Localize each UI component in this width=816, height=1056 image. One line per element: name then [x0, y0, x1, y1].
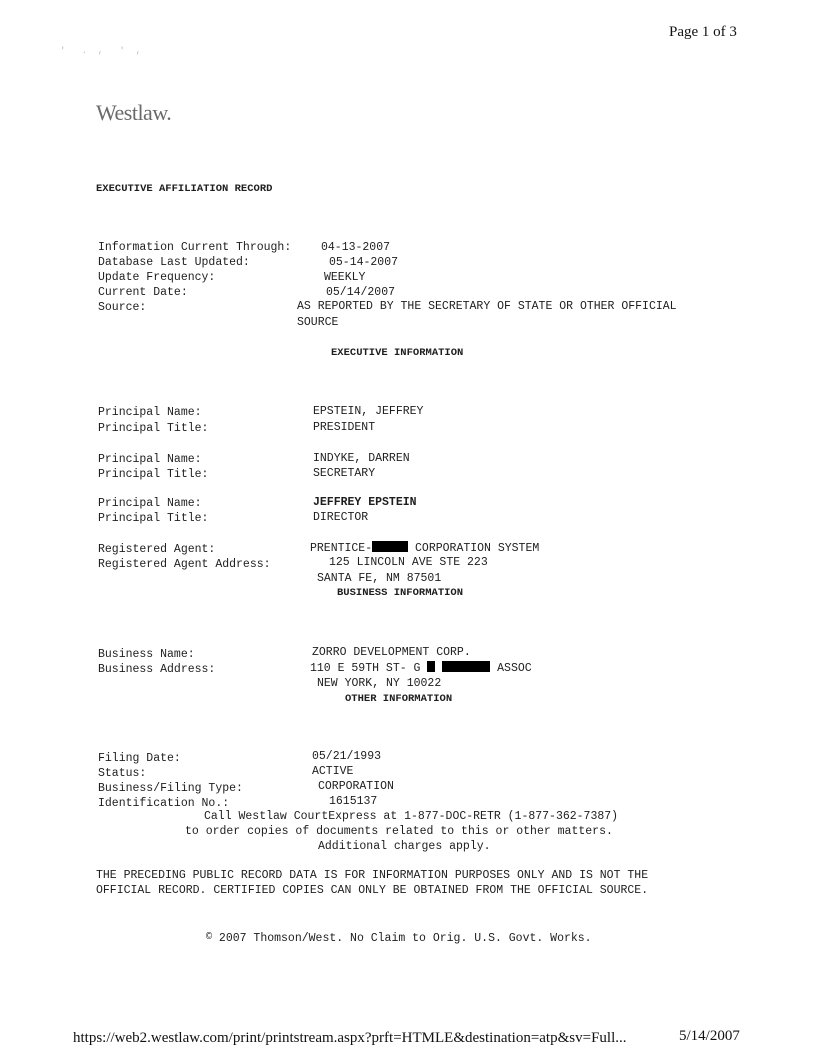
filing-type-value: CORPORATION — [318, 780, 394, 793]
courtexpress-notice-line1: Call Westlaw CourtExpress at 1-877-DOC-RETR (1-877-362-7387) — [204, 810, 619, 823]
registered-agent-suffix: CORPORATION SYSTEM — [415, 542, 540, 555]
source-label: Source: — [98, 301, 147, 314]
principal-name: EPSTEIN, JEFFREY — [313, 405, 424, 418]
registered-agent-value — [310, 541, 539, 556]
principal-name-label: Principal Name: — [98, 497, 202, 510]
disclaimer-line1: THE PRECEDING PUBLIC RECORD DATA IS FOR INFORMATION PURPOSES ONLY AND IS NOT THE — [96, 869, 649, 882]
registered-agent-prefix: PRENTICE- — [310, 542, 373, 555]
filing-date-value: 05/21/1993 — [312, 750, 382, 763]
agent-address-line2: SANTA FE, NM 87501 — [317, 572, 442, 585]
source-value-line1: AS REPORTED BY THE SECRETARY OF STATE OR OTHER OFFICIAL — [297, 300, 677, 313]
footer-date: 5/14/2007 — [679, 1028, 740, 1044]
frequency-value: WEEKLY — [324, 271, 366, 284]
source-value-line2: SOURCE — [297, 316, 339, 329]
redaction-block — [427, 661, 435, 672]
business-address-line1 — [310, 661, 532, 676]
status-value: ACTIVE — [312, 765, 354, 778]
identification-label: Identification No.: — [98, 797, 230, 810]
copyright-notice — [206, 931, 592, 946]
executive-heading: EXECUTIVE INFORMATION — [331, 347, 464, 359]
principal-title-label: Principal Title: — [98, 512, 209, 525]
courtexpress-notice-line2: to order copies of documents related to this or other matters. — [185, 825, 613, 838]
info-current-label: Information Current Through: — [98, 241, 292, 254]
business-name: ZORRO DEVELOPMENT CORP. — [312, 646, 471, 659]
business-name-label: Business Name: — [98, 648, 195, 661]
principal-name-label: Principal Name: — [98, 453, 202, 466]
current-date-label: Current Date: — [98, 286, 188, 299]
status-label: Status: — [98, 767, 147, 780]
principal-title: PRESIDENT — [313, 421, 376, 434]
info-current-value: 04-13-2007 — [321, 241, 391, 254]
current-date-value: 05/14/2007 — [326, 286, 396, 299]
filing-type-label: Business/Filing Type: — [98, 782, 243, 795]
other-heading: OTHER INFORMATION — [345, 693, 453, 705]
copyright-text: 2007 Thomson/West. No Claim to Orig. U.S. Govt. Works. — [218, 932, 592, 945]
principal-title: SECRETARY — [313, 467, 376, 480]
principal-name-label: Principal Name: — [98, 406, 202, 419]
business-heading: BUSINESS INFORMATION — [337, 587, 464, 599]
redaction-block — [372, 541, 408, 552]
frequency-label: Update Frequency: — [98, 271, 216, 284]
principal-name: INDYKE, DARREN — [313, 452, 410, 465]
disclaimer-line2: OFFICIAL RECORD. CERTIFIED COPIES CAN ONLY BE OBTAINED FROM THE OFFICIAL SOURCE. — [96, 884, 649, 897]
business-address-suffix: ASSOC — [497, 662, 532, 675]
business-address-prefix: 110 E 59TH ST- G — [310, 662, 421, 675]
principal-name: JEFFREY EPSTEIN — [313, 496, 417, 509]
business-address-label: Business Address: — [98, 663, 216, 676]
footer-url: https://web2.westlaw.com/print/printstream.aspx?prft=HTMLE&destination=atp&sv=Full... — [73, 1030, 627, 1046]
db-updated-value: 05-14-2007 — [329, 256, 399, 269]
record-title: EXECUTIVE AFFILIATION RECORD — [96, 183, 273, 195]
business-address-line2: NEW YORK, NY 10022 — [317, 677, 442, 690]
agent-address-label: Registered Agent Address: — [98, 558, 271, 571]
page-indicator: Page 1 of 3 — [669, 24, 737, 40]
copyright-symbol: © — [206, 932, 213, 943]
westlaw-logo: Westlaw. — [96, 100, 172, 125]
redaction-block — [442, 661, 490, 672]
identification-value: 1615137 — [329, 795, 378, 808]
db-updated-label: Database Last Updated: — [98, 256, 250, 269]
principal-title-label: Principal Title: — [98, 422, 209, 435]
principal-title: DIRECTOR — [313, 511, 369, 524]
filing-date-label: Filing Date: — [98, 752, 181, 765]
scan-specks: ' . , ' , — [60, 46, 142, 56]
agent-address-line1: 125 LINCOLN AVE STE 223 — [329, 556, 488, 569]
registered-agent-label: Registered Agent: — [98, 543, 216, 556]
courtexpress-notice-line3: Additional charges apply. — [318, 840, 491, 853]
principal-title-label: Principal Title: — [98, 468, 209, 481]
